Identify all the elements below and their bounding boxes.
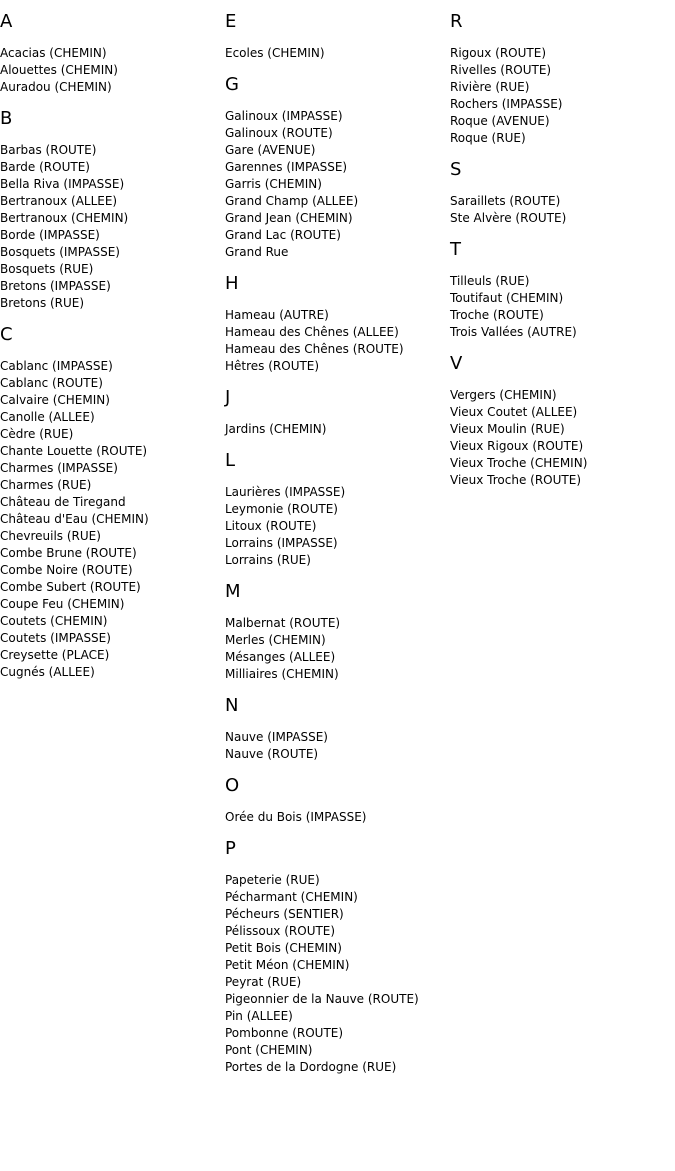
section-letter-heading: R: [450, 11, 463, 32]
street-list-item: Vergers (CHEMIN): [450, 388, 557, 402]
street-list-item: Charmes (RUE): [0, 478, 92, 492]
section-letter-heading: N: [225, 695, 239, 716]
street-list-item: Chante Louette (ROUTE): [0, 444, 148, 458]
letter-section-l: [225, 450, 450, 569]
street-list-item: Gare (AVENUE): [225, 143, 316, 157]
street-list-item: Borde (IMPASSE): [0, 228, 100, 242]
street-list-item: Petit Méon (CHEMIN): [225, 958, 350, 972]
street-list-item: Milliaires (CHEMIN): [225, 667, 339, 681]
section-letter-heading: P: [225, 838, 236, 859]
letter-section-j: [225, 387, 450, 438]
section-letter-heading: S: [450, 159, 462, 180]
street-list-item: Litoux (ROUTE): [225, 519, 317, 533]
letter-section-t: [450, 239, 675, 341]
street-list-item: Pécheurs (SENTIER): [225, 907, 344, 921]
section-letter-heading: E: [225, 11, 237, 32]
street-list-item: Grand Jean (CHEMIN): [225, 211, 353, 225]
street-list-item: Roque (AVENUE): [450, 114, 550, 128]
street-list-item: Galinoux (IMPASSE): [225, 109, 343, 123]
street-list-item: Rivière (RUE): [450, 80, 530, 94]
street-list-item: Hêtres (ROUTE): [225, 359, 320, 373]
street-list-item: Pécharmant (CHEMIN): [225, 890, 358, 904]
street-list-item: Cablanc (ROUTE): [0, 376, 103, 390]
street-list-item: Coutets (IMPASSE): [0, 631, 111, 645]
street-list-item: Petit Bois (CHEMIN): [225, 941, 342, 955]
street-list-item: Charmes (IMPASSE): [0, 461, 118, 475]
street-list-item: Bretons (RUE): [0, 296, 85, 310]
street-list-item: Canolle (ALLEE): [0, 410, 95, 424]
street-list-item: Bosquets (IMPASSE): [0, 245, 120, 259]
street-list-item: Troche (ROUTE): [450, 308, 544, 322]
street-list-item: Laurières (IMPASSE): [225, 485, 346, 499]
street-list-item: Coupe Feu (CHEMIN): [0, 597, 125, 611]
street-list-item: Bella Riva (IMPASSE): [0, 177, 125, 191]
street-list-item: Saraillets (ROUTE): [450, 194, 561, 208]
street-list-item: Combe Subert (ROUTE): [0, 580, 141, 594]
street-list-item: Auradou (CHEMIN): [0, 80, 112, 94]
street-list-item: Chevreuils (RUE): [0, 529, 101, 543]
section-letter-heading: B: [0, 108, 13, 129]
letter-section-c: [0, 324, 225, 681]
street-list-item: Mésanges (ALLEE): [225, 650, 336, 664]
street-list-item: Roque (RUE): [450, 131, 526, 145]
street-list-item: Lorrains (IMPASSE): [225, 536, 338, 550]
street-list-item: Coutets (CHEMIN): [0, 614, 108, 628]
street-list-item: Toutifaut (CHEMIN): [450, 291, 564, 305]
street-list-item: Papeterie (RUE): [225, 873, 320, 887]
street-list-item: Rigoux (ROUTE): [450, 46, 546, 60]
letter-section-s: [450, 159, 675, 227]
street-list-item: Pigeonnier de la Nauve (ROUTE): [225, 992, 419, 1006]
street-list-item: Vieux Troche (ROUTE): [450, 473, 582, 487]
street-list-item: Tilleuls (RUE): [450, 274, 530, 288]
letter-section-b: [0, 108, 225, 312]
street-list-item: Grand Lac (ROUTE): [225, 228, 341, 242]
street-list-item: Grand Champ (ALLEE): [225, 194, 359, 208]
street-list-item: Rivelles (ROUTE): [450, 63, 552, 77]
index-column-3: [450, 0, 675, 489]
street-list-item: Calvaire (CHEMIN): [0, 393, 110, 407]
street-list-item: Trois Vallées (AUTRE): [450, 325, 577, 339]
letter-section-r: [450, 11, 675, 147]
street-list-item: Château d'Eau (CHEMIN): [0, 512, 149, 526]
street-list-item: Barde (ROUTE): [0, 160, 90, 174]
street-list-item: Portes de la Dordogne (RUE): [225, 1060, 397, 1074]
street-list-item: Hameau des Chênes (ROUTE): [225, 342, 404, 356]
street-list-item: Pélissoux (ROUTE): [225, 924, 336, 938]
street-list-item: Bretons (IMPASSE): [0, 279, 111, 293]
letter-section-h: [225, 273, 450, 375]
index-column-2: [225, 0, 450, 1076]
street-list-item: Bertranoux (CHEMIN): [0, 211, 129, 225]
street-list-item: Peyrat (RUE): [225, 975, 302, 989]
letter-section-e: [225, 11, 450, 62]
street-list-item: Cèdre (RUE): [0, 427, 74, 441]
letter-section-v: [450, 353, 675, 489]
street-list-item: Bosquets (RUE): [0, 262, 94, 276]
section-letter-heading: M: [225, 581, 241, 602]
street-list-item: Vieux Coutet (ALLEE): [450, 405, 578, 419]
street-list-item: Pont (CHEMIN): [225, 1043, 313, 1057]
street-list-item: Leymonie (ROUTE): [225, 502, 338, 516]
section-letter-heading: T: [450, 239, 461, 260]
index-column-1: [0, 0, 225, 681]
street-list-item: Pombonne (ROUTE): [225, 1026, 344, 1040]
street-list-item: Nauve (ROUTE): [225, 747, 319, 761]
street-list-item: Ecoles (CHEMIN): [225, 46, 325, 60]
street-list-item: Nauve (IMPASSE): [225, 730, 328, 744]
street-list-item: Pin (ALLEE): [225, 1009, 293, 1023]
letter-section-g: [225, 74, 450, 261]
letter-section-n: [225, 695, 450, 763]
street-list-item: Garris (CHEMIN): [225, 177, 322, 191]
street-list-item: Cugnés (ALLEE): [0, 665, 95, 679]
street-list-item: Alouettes (CHEMIN): [0, 63, 118, 77]
section-letter-heading: O: [225, 775, 240, 796]
street-list-item: Vieux Rigoux (ROUTE): [450, 439, 584, 453]
street-list-item: Hameau (AUTRE): [225, 308, 329, 322]
section-letter-heading: L: [225, 450, 236, 471]
section-letter-heading: C: [0, 324, 13, 345]
section-letter-heading: A: [0, 11, 13, 32]
street-list-item: Rochers (IMPASSE): [450, 97, 563, 111]
street-list-item: Combe Noire (ROUTE): [0, 563, 133, 577]
street-list-item: Creysette (PLACE): [0, 648, 110, 662]
section-letter-heading: V: [450, 353, 463, 374]
street-list-item: Combe Brune (ROUTE): [0, 546, 137, 560]
street-list-item: Acacias (CHEMIN): [0, 46, 107, 60]
street-list-item: Jardins (CHEMIN): [225, 422, 327, 436]
street-list-item: Grand Rue: [225, 245, 289, 259]
street-list-item: Malbernat (ROUTE): [225, 616, 341, 630]
street-list-item: Vieux Troche (CHEMIN): [450, 456, 588, 470]
letter-section-o: [225, 775, 450, 826]
street-list-item: Vieux Moulin (RUE): [450, 422, 565, 436]
street-list-item: Cablanc (IMPASSE): [0, 359, 113, 373]
letter-section-p: [225, 838, 450, 1076]
street-list-item: Château de Tiregand: [0, 495, 126, 509]
letter-section-m: [225, 581, 450, 683]
street-list-item: Bertranoux (ALLEE): [0, 194, 118, 208]
street-list-item: Lorrains (RUE): [225, 553, 311, 567]
street-list-item: Galinoux (ROUTE): [225, 126, 333, 140]
street-list-item: Merles (CHEMIN): [225, 633, 326, 647]
letter-section-a: [0, 11, 225, 96]
section-letter-heading: J: [225, 387, 231, 408]
section-letter-heading: G: [225, 74, 239, 95]
section-letter-heading: H: [225, 273, 239, 294]
street-list-item: Hameau des Chênes (ALLEE): [225, 325, 399, 339]
street-list-item: Garennes (IMPASSE): [225, 160, 348, 174]
street-list-item: Orée du Bois (IMPASSE): [225, 810, 367, 824]
street-list-item: Ste Alvère (ROUTE): [450, 211, 567, 225]
street-list-item: Barbas (ROUTE): [0, 143, 97, 157]
